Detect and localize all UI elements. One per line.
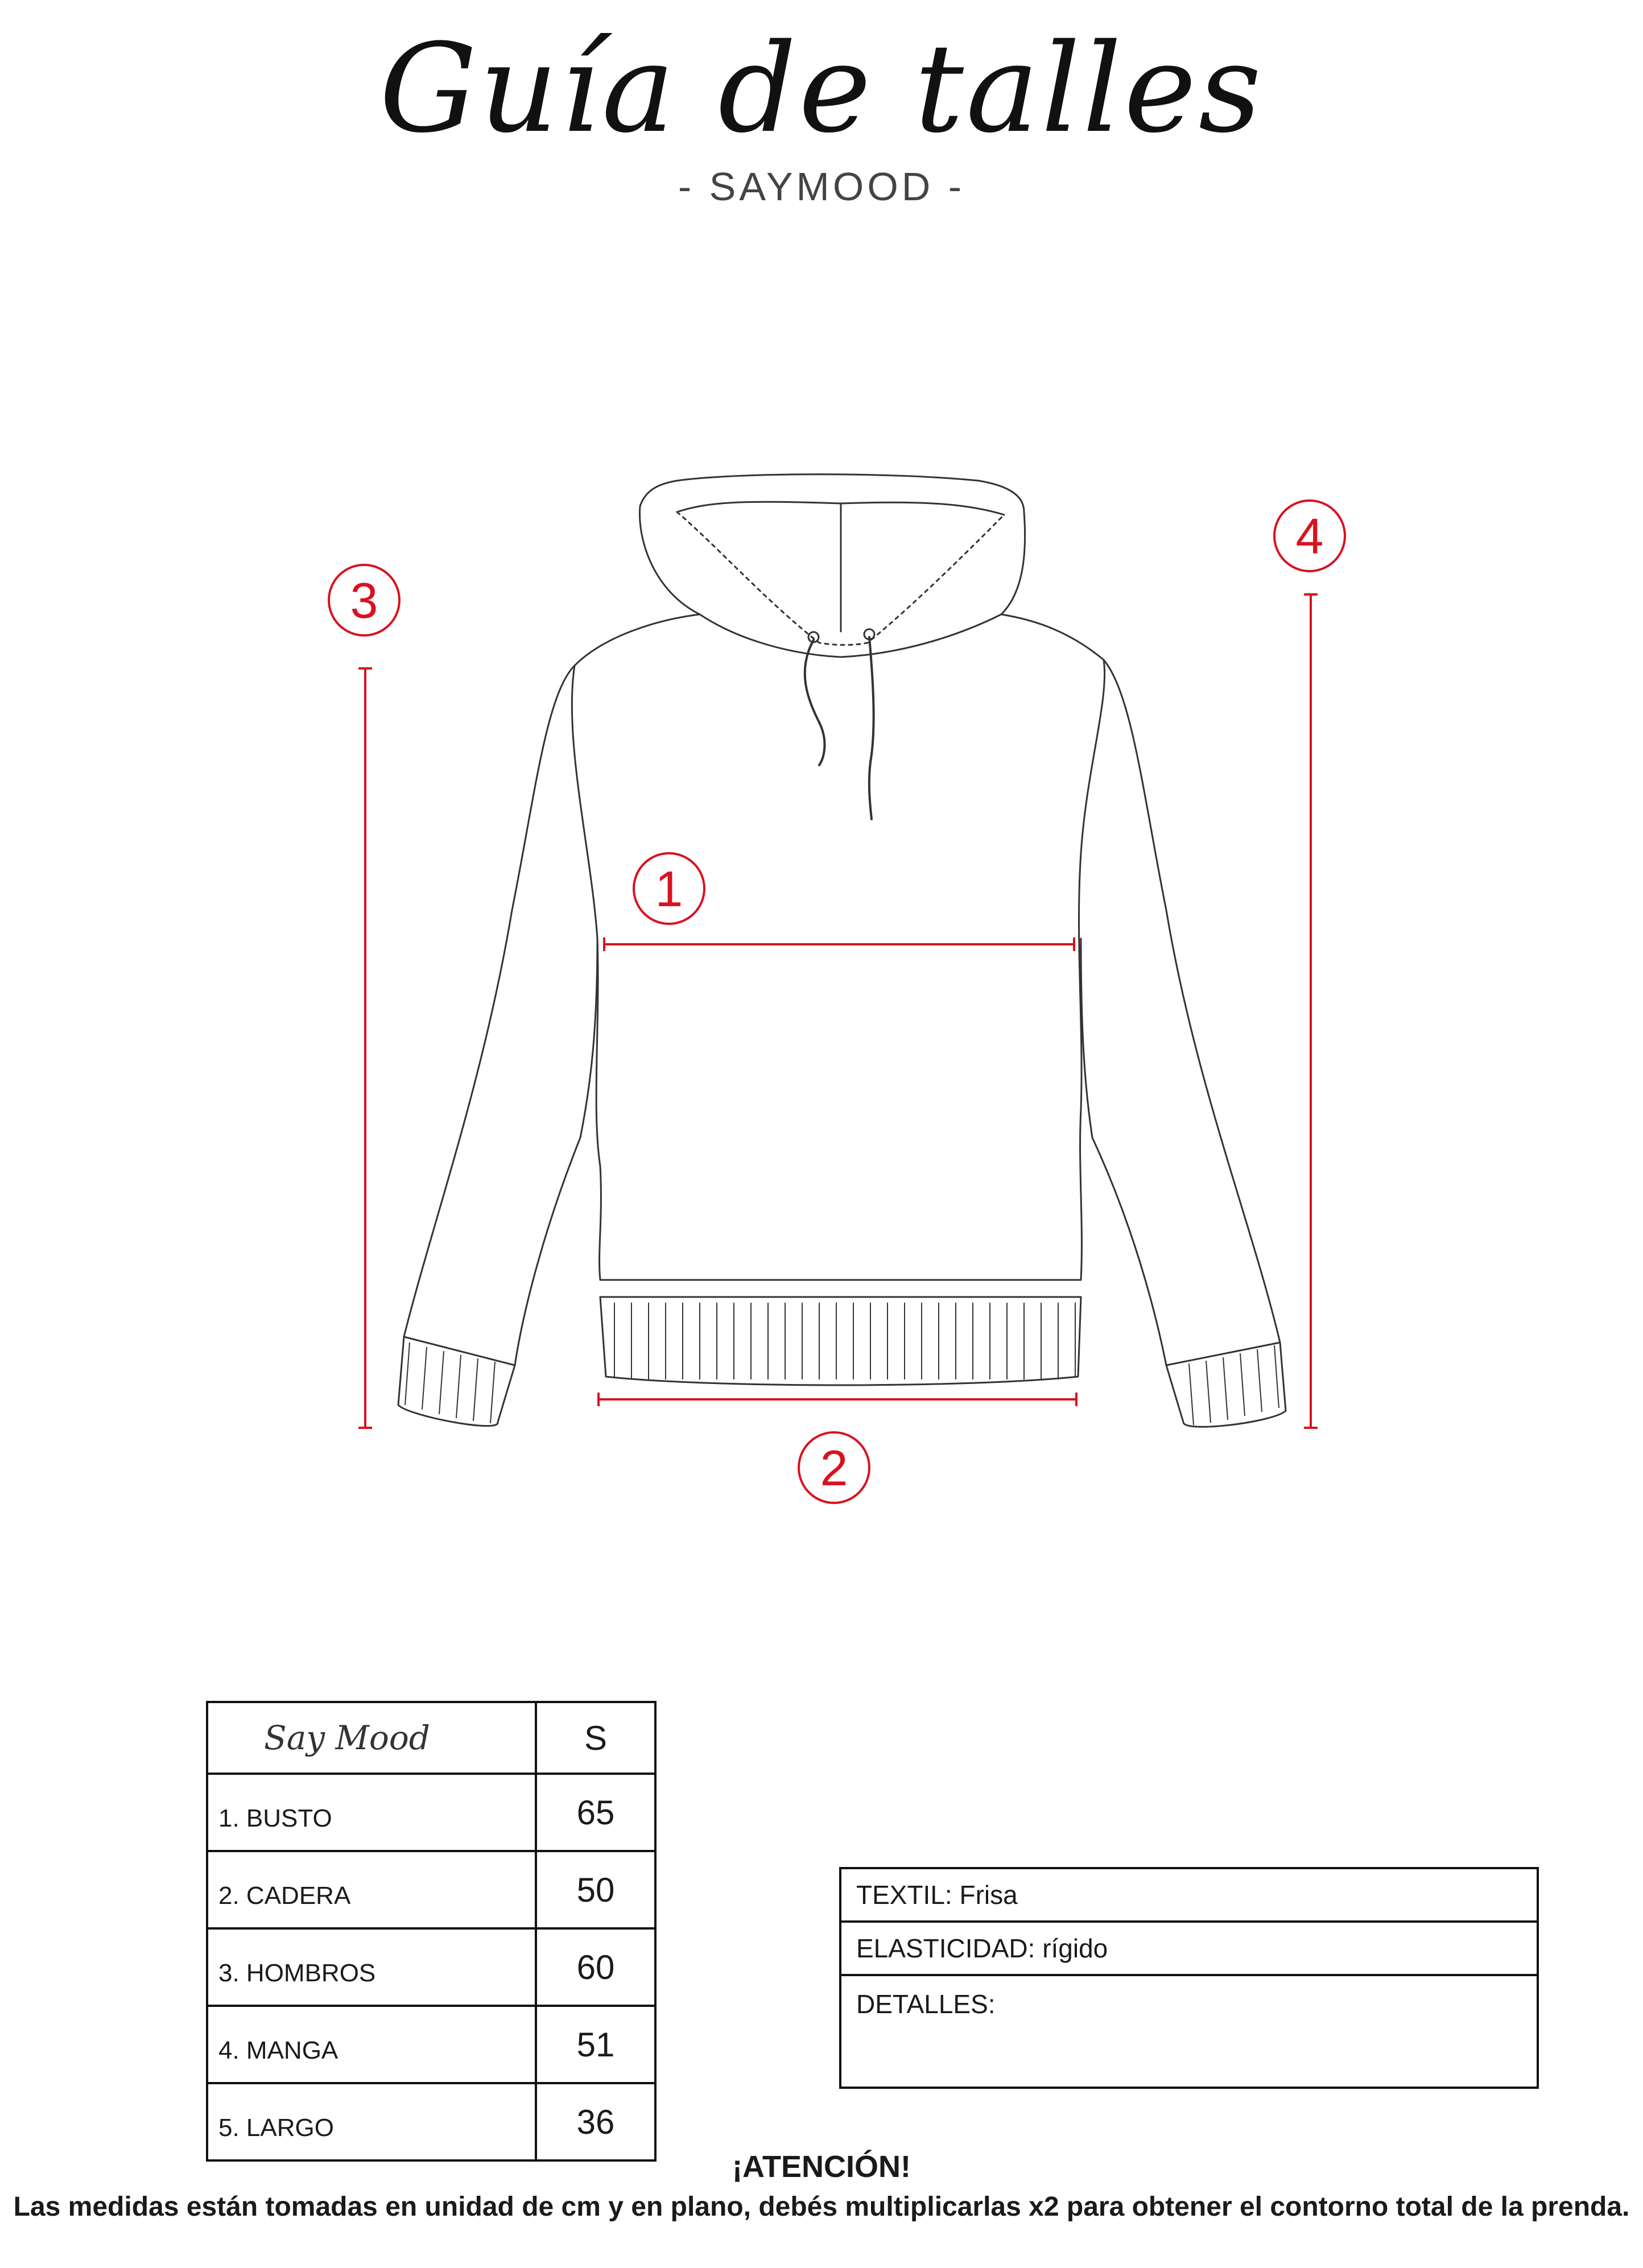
size-label: S [536, 1702, 655, 1774]
brand-signature: Say Mood [264, 1718, 430, 1757]
brand-signature-cell [207, 1702, 536, 1774]
hood-outline [639, 474, 1025, 614]
measure-value: 51 [536, 2006, 655, 2083]
rib-texture [405, 1303, 1279, 1425]
notice-title: ¡ATENCIÓN! [732, 2150, 911, 2184]
marker-4-label: 4 [1295, 508, 1324, 564]
measure-label: 5. LARGO [207, 2083, 536, 2160]
measure-label: 3. HOMBROS [207, 1928, 536, 2006]
hem-band [600, 1297, 1081, 1385]
measure-value: 65 [536, 1774, 655, 1851]
elasticidad-field: ELASTICIDAD: rígido [840, 1922, 1538, 1975]
measure-label: 4. MANGA [207, 2006, 536, 2083]
brand-subtitle: - SAYMOOD - [678, 164, 965, 209]
left-sleeve [404, 666, 597, 1365]
size-table [206, 1701, 657, 2162]
marker-2-label: 2 [820, 1440, 848, 1496]
table-row [207, 1774, 655, 1851]
drawstring-left [805, 640, 825, 765]
page-title: Guía de talles [379, 17, 1264, 160]
marker-1-label: 1 [655, 861, 683, 917]
size-table-header [207, 1702, 655, 1774]
body-outline [572, 614, 1104, 1280]
textil-field: TEXTIL: Frisa [840, 1868, 1538, 1922]
measure-label: 1. BUSTO [207, 1774, 536, 1851]
fabric-table [839, 1867, 1539, 2089]
table-row [207, 1928, 655, 2006]
table-row [207, 2006, 655, 2083]
table-row [207, 1851, 655, 1928]
right-sleeve [1081, 660, 1280, 1365]
measure-value: 60 [536, 1928, 655, 2006]
measure-label: 2. CADERA [207, 1851, 536, 1928]
measure-value: 36 [536, 2083, 655, 2160]
marker-3-label: 3 [350, 572, 378, 629]
right-cuff [1166, 1342, 1286, 1427]
drawstring-right [869, 637, 874, 819]
measure-value: 50 [536, 1851, 655, 1928]
detalles-field: DETALLES: [840, 1975, 1538, 2088]
notice-text: Las medidas están tomadas en unidad de cm y en plano, debés multiplicarlas x2 para obtener el contorno total de la prenda. [13, 2192, 1630, 2222]
